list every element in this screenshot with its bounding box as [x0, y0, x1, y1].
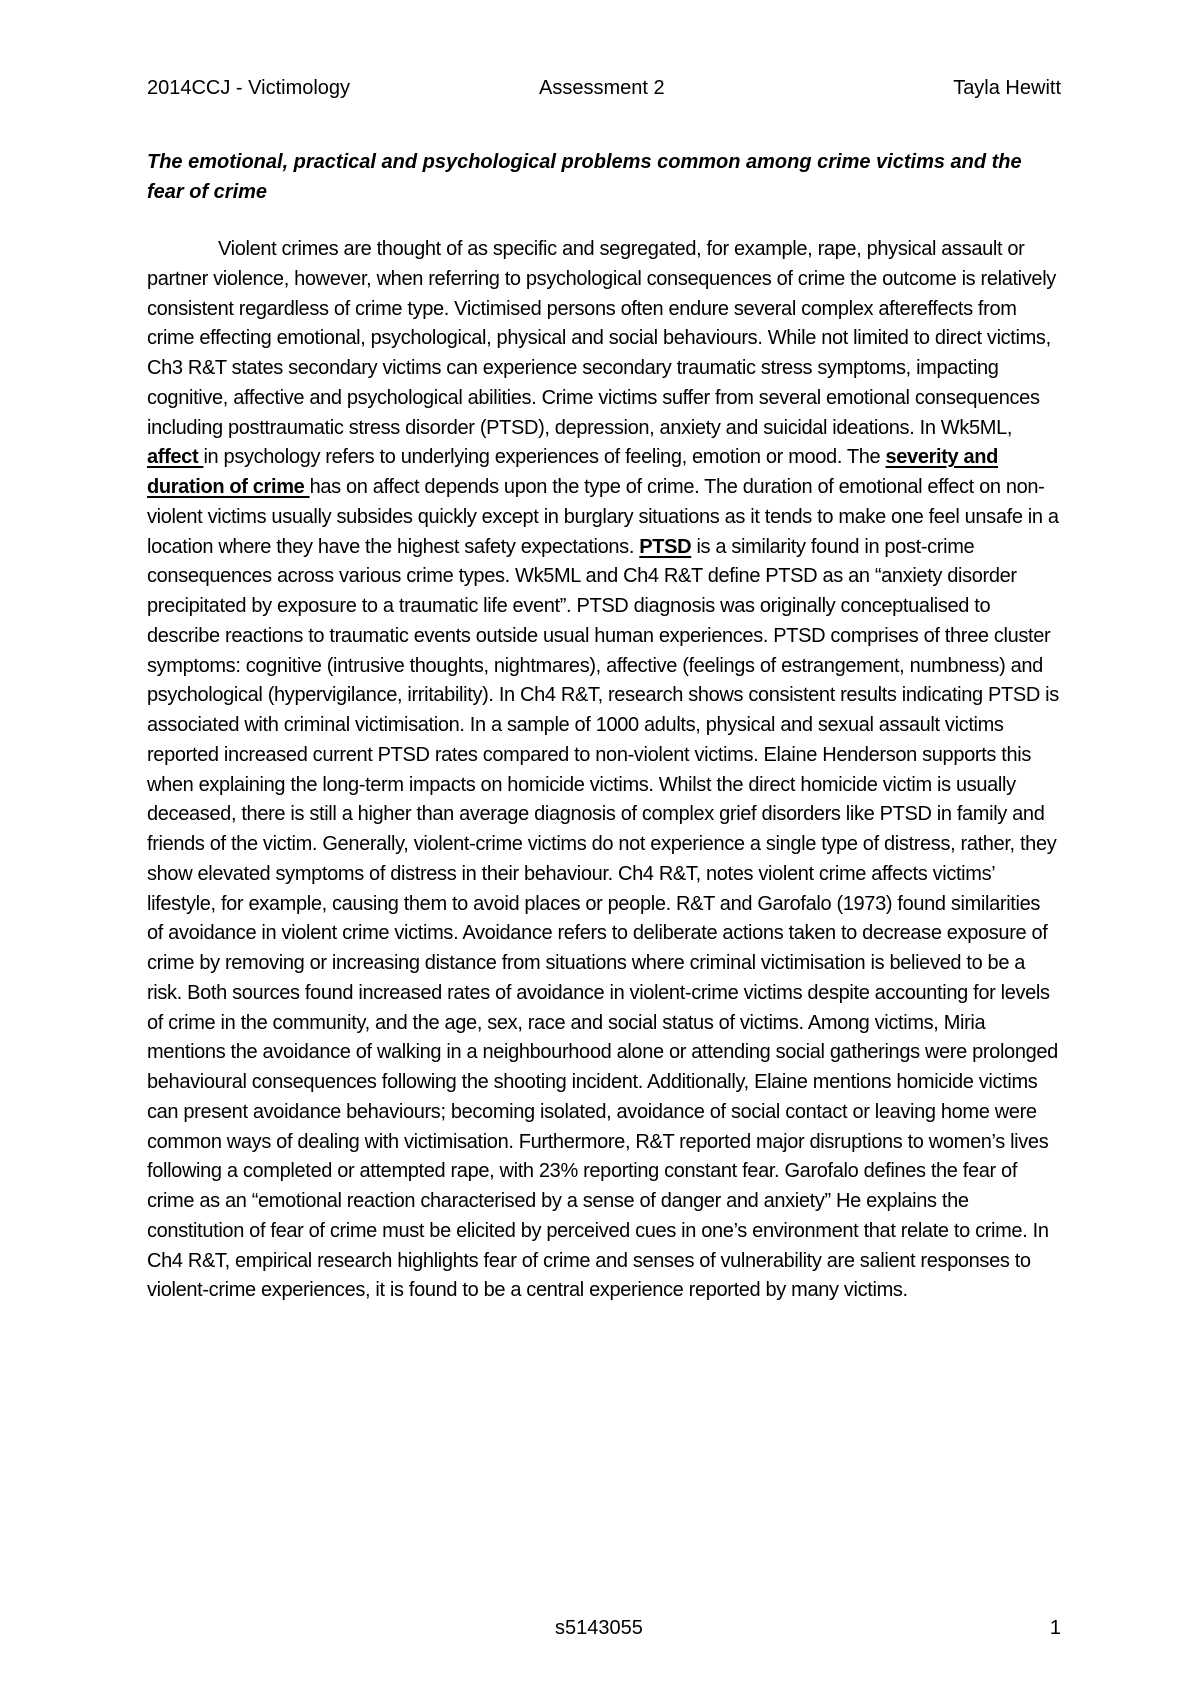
course-name: 2014CCJ - Victimology: [147, 77, 351, 99]
document-title: The emotional, practical and psychological problems common among crime victims and the fear of crime: [147, 151, 1022, 203]
body-paragraph: [147, 235, 1061, 1306]
assessment-name: Assessment 2: [539, 77, 665, 99]
page-header: [147, 72, 1061, 104]
page-number: 1: [1049, 1617, 1061, 1639]
body-text-segment-2: in psychology refers to underlying experiences of feeling, emotion or mood. The: [203, 446, 881, 469]
term-affect: affect: [147, 446, 204, 469]
term-severity-duration: severity and duration of crime: [147, 446, 999, 498]
author-name: Tayla Hewitt: [953, 77, 1061, 99]
body-text-segment-3: has on affect depends upon the type of crime. The duration of emotional effect on non-violent victims usually subsides quickly except in burglary situations as it tends to make one feel unsafe in a location where they have the highest safety expectations.: [147, 476, 1059, 558]
term-ptsd: PTSD: [639, 535, 692, 558]
student-id: s5143055: [555, 1617, 643, 1639]
page-footer: [147, 1611, 1061, 1645]
body-text-segment-1: Violent crimes are thought of as specific and segregated, for example, rape, physical assault or partner violence, however, when referring to psychological consequences of crime the outcome is relatively consistent regardless of crime type. Victimised persons often endure several complex aftereffects from crime effecting emotional, psychological, physical and social behaviours. While not limited to direct victims, Ch3 R&T states secondary victims can experience secondary traumatic stress symptoms, impacting cognitive, affective and psychological abilities. Crime victims suffer from several emotional consequences including posttraumatic stress disorder (PTSD), depression, anxiety and suicidal ideations. In Wk5ML,: [147, 238, 1056, 439]
body-text-segment-4: is a similarity found in post-crime consequences across various crime types. Wk5ML and Ch4 R&T define PTSD as an “anxiety disorder precipitated by exposure to a traumatic life event”. PTSD diagnosis was originally conceptualised to describe reactions to traumatic events outside usual human experiences. PTSD comprises of three cluster symptoms: cognitive (intrusive thoughts, nightmares), affective (feelings of estrangement, numbness) and psychological (hypervigilance, irritability). In Ch4 R&T, research shows consistent results indicating PTSD is associated with criminal victimisation. In a sample of 1000 adults, physical and sexual assault victims reported increased current PTSD rates compared to non-violent victims. Elaine Henderson supports this when explaining the long-term impacts on homicide victims. Whilst the direct homicide victim is usually deceased, there is still a higher than average diagnosis of complex grief disorders like PTSD in family and friends of the victim. Generally, violent-crime victims do not experience a single type of distress, rather, they show elevated symptoms of distress in their behaviour. Ch4 R&T, notes violent crime affects victims’ lifestyle, for example, causing them to avoid places or people. R&T and Garofalo (1973) found similarities of avoidance in violent crime victims. Avoidance refers to deliberate actions taken to decrease exposure of crime by removing or increasing distance from situations where criminal victimisation is believed to be a risk. Both sources found increased rates of avoidance in violent-crime victims despite accounting for levels of crime in the community, and the age, sex, race and social status of victims. Among victims, Miria mentions the avoidance of walking in a neighbourhood alone or attending social gatherings were prolonged behavioural consequences following the shooting incident. Additionally, Elaine mentions homicide victims can present avoidance behaviours; becoming isolated, avoidance of social contact or leaving home were common ways of dealing with victimisation. Furthermore, R&T reported major disruptions to women’s lives following a completed or attempted rape, with 23% reporting constant fear. Garofalo defines the fear of crime as an “emotional reaction characterised by a sense of danger and anxiety” He explains the constitution of fear of crime must be elicited by perceived cues in one’s environment that relate to crime. In Ch4 R&T, empirical research highlights fear of crime and senses of vulnerability are salient responses to violent-crime experiences, it is found to be a central experience reported by many victims.: [147, 535, 1059, 1302]
